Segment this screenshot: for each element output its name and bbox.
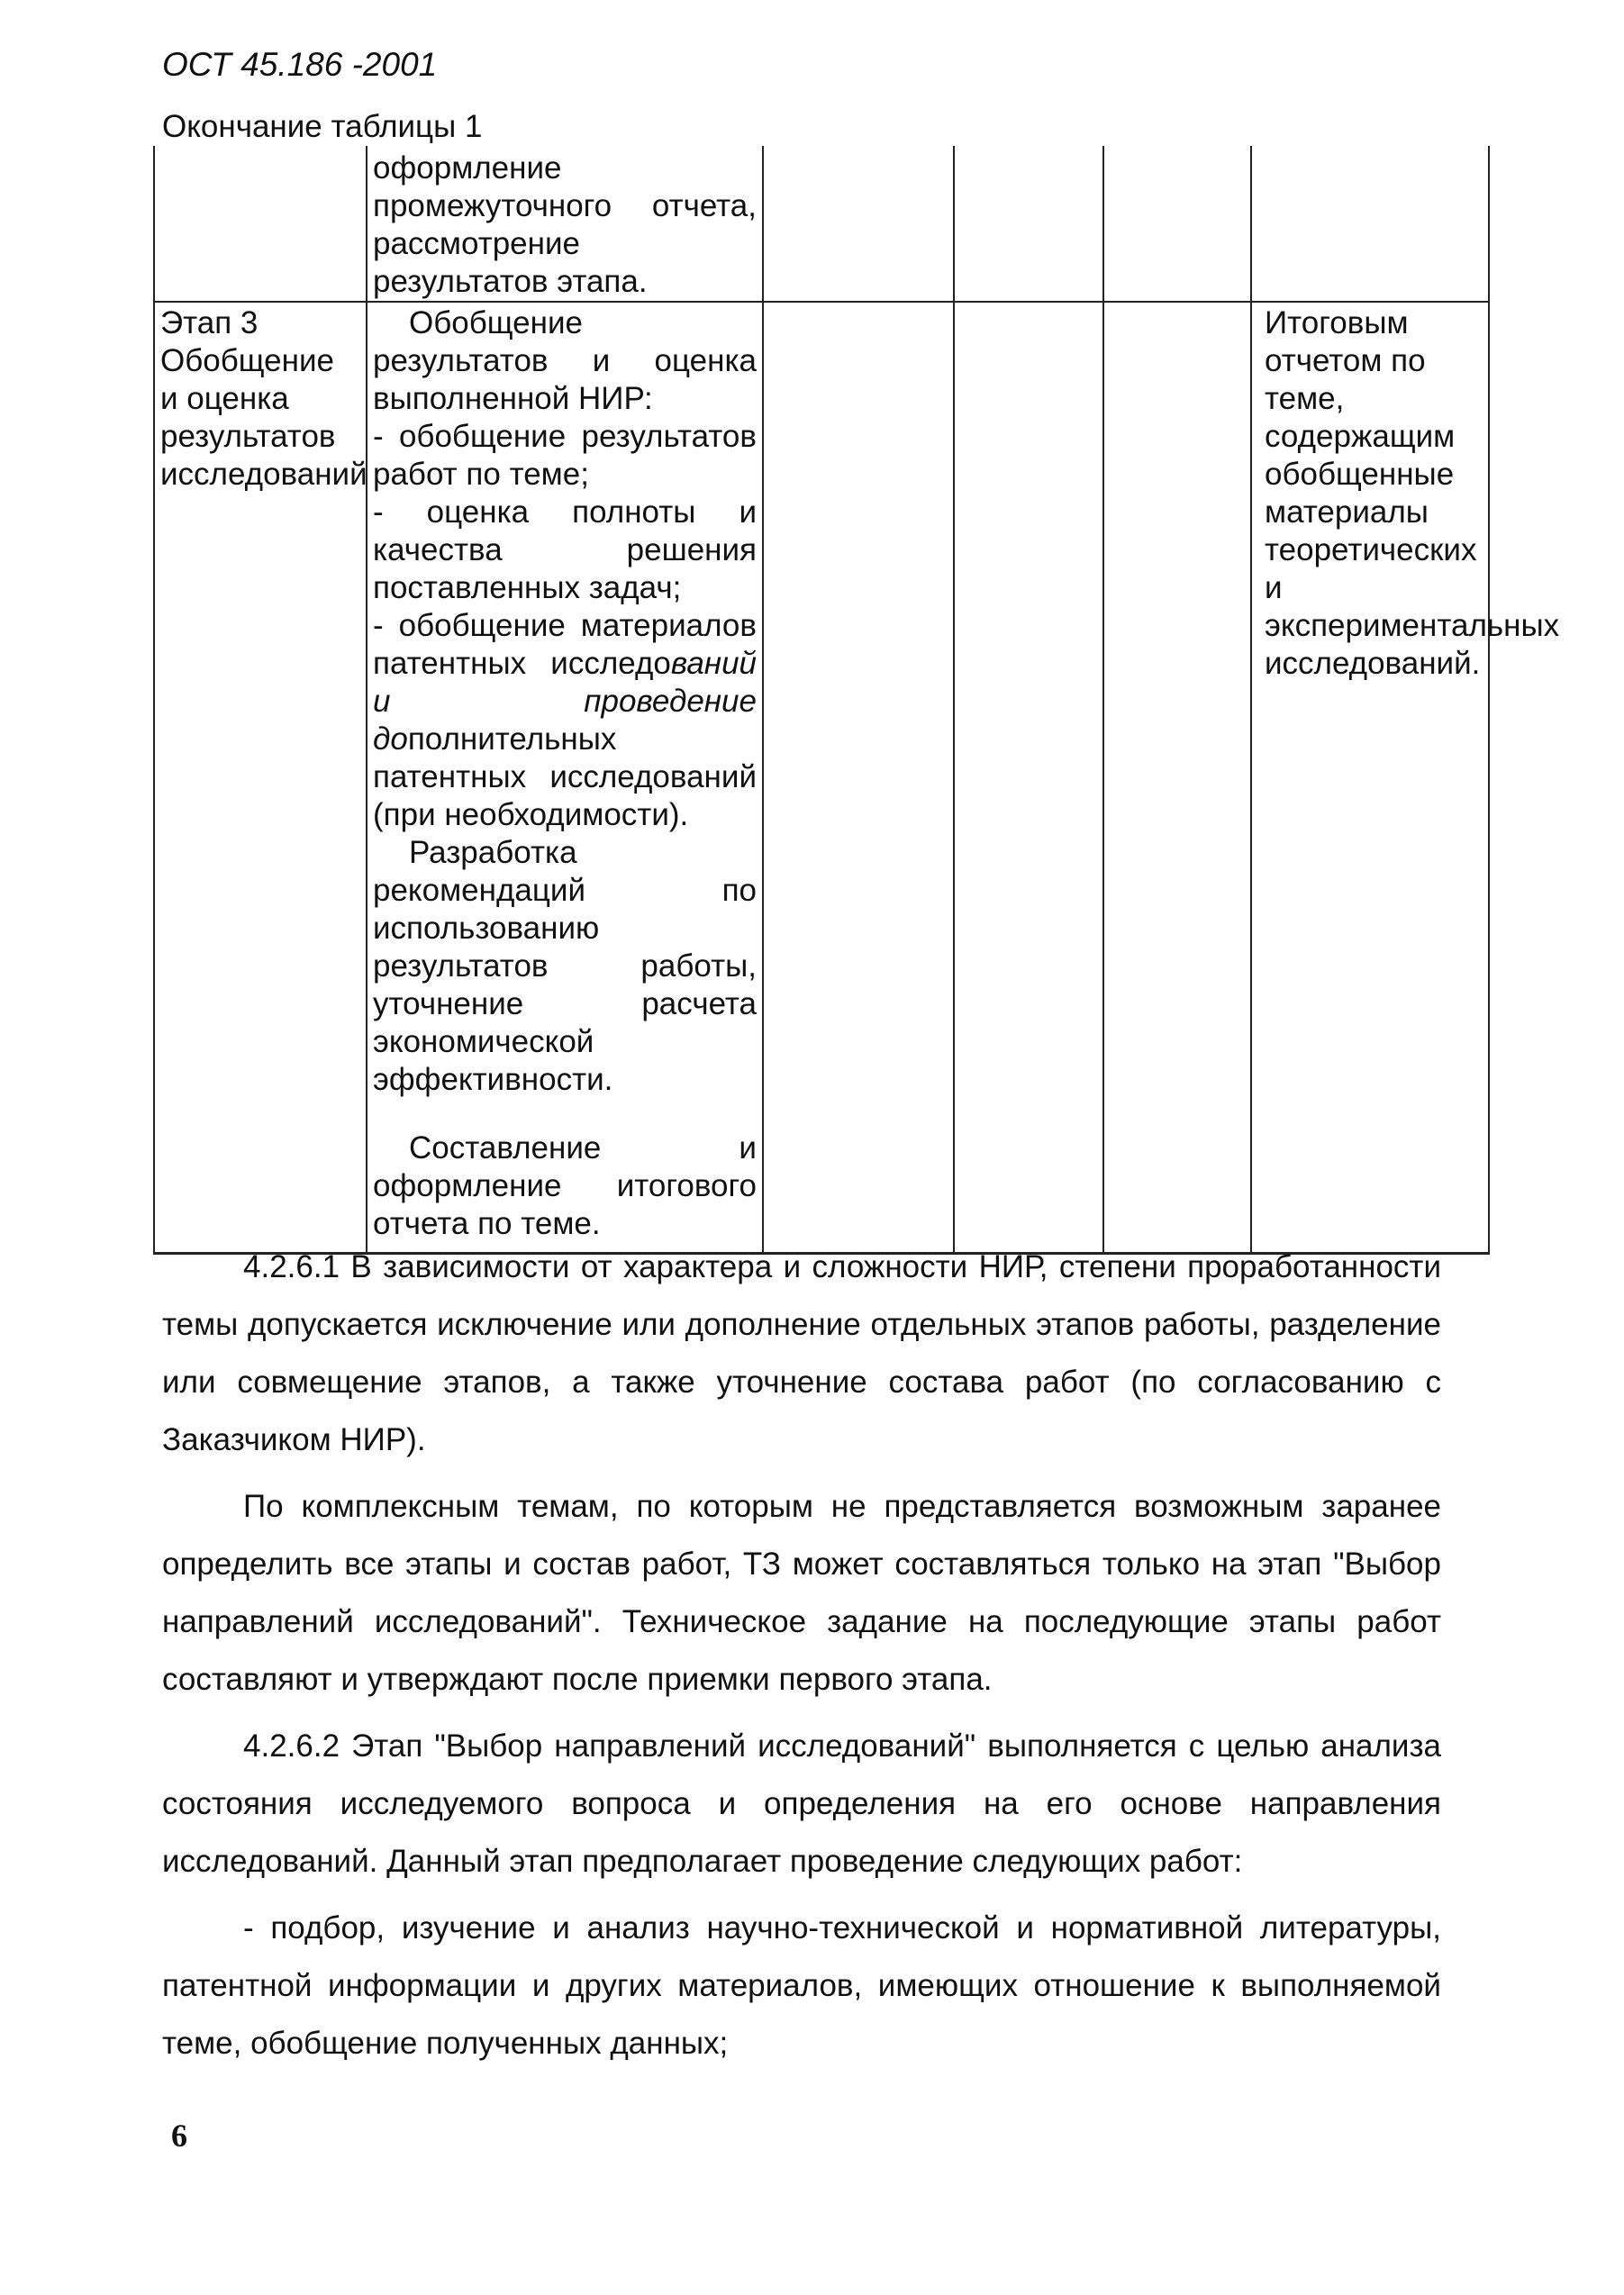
cell-empty-5b xyxy=(1103,302,1251,1254)
paragraph-list-item: - подбор, изучение и анализ научно-технической и нормативной литературы, патентной информации и других материалов, имеющих отношение к выполняемой теме, обобщение полученных данных; xyxy=(162,1910,1441,2061)
work-para-4-a: - обобщение материалов патентных исследо xyxy=(373,608,757,681)
table-caption: Окончание таблицы 1 xyxy=(162,109,483,144)
paragraph-4-2-6-1: 4.2.6.1 В зависимости от характера и сложности НИР, степени проработанности темы допускается исключение или дополнение отдельных этапов работы, разделение или совмещение этапов, а также уточнение состава работ (по согласованию с Заказчиком НИР). xyxy=(162,1249,1441,1457)
work-para-6: Составление и оформление итогового отчета по теме. xyxy=(373,1130,757,1241)
work-para-1: Обобщение результатов и оценка выполненной НИР: xyxy=(373,305,757,416)
work-para-5: Разработка рекомендаций по использованию результатов работы, уточнение расчета экономической эффективности. xyxy=(373,835,757,1097)
cell-stage-3 xyxy=(154,302,367,1254)
cell-work-continuation xyxy=(367,146,763,302)
cell-stage-empty xyxy=(154,146,367,302)
table-row-continuation xyxy=(154,146,1489,302)
paragraph-4-2-6-2: 4.2.6.2 Этап "Выбор направлений исследований" выполняется с целью анализа состояния исследуемого вопроса и определения на его основе направления исследований. Данный этап предполагает проведение следующих работ: xyxy=(162,1728,1441,1879)
document-code: ОСТ 45.186 -2001 xyxy=(162,46,438,83)
cell-empty-3b xyxy=(763,302,954,1254)
cell-empty-5 xyxy=(1103,146,1251,302)
cell-work-stage-3 xyxy=(367,302,763,1254)
work-para-3: - оценка полноты и качества решения поставленных задач; xyxy=(373,494,757,605)
table-row-stage-3 xyxy=(154,302,1489,1254)
stage-3-label: Этап 3 Обобщение и оценка результатов исследований xyxy=(160,305,367,492)
work-para-4 xyxy=(373,607,757,834)
cell-empty-3 xyxy=(763,146,954,302)
cell-empty-4 xyxy=(954,146,1103,302)
body-text xyxy=(162,1238,1441,2082)
work-para-2: - обобщение результатов работ по теме; xyxy=(373,419,757,492)
cell-empty-4b xyxy=(954,302,1103,1254)
paragraph-complex-topics: По комплексным темам, по которым не представляется возможным заранее определить все этапы и состав работ, ТЗ может составляться только на этап "Выбор направлений исследований". Техническое задание на последующие этапы работ составляют и утверждают после приемки первого этапа. xyxy=(162,1489,1441,1697)
cell-empty-6 xyxy=(1251,146,1489,302)
work-para-4-c: полнительных патентных исследований (при необходимости). xyxy=(373,721,757,832)
stages-table xyxy=(153,146,1560,1255)
work-para-4-b: ваний и проведение до xyxy=(373,646,757,757)
cell-result-stage-3 xyxy=(1251,302,1560,1254)
page-number: 6 xyxy=(171,2118,187,2154)
result-stage-3: Итоговым отчетом по теме, содержащим обобщенные материалы теоретических и экспериментальных исследований. xyxy=(1265,305,1560,681)
work-text-continuation: оформление промежуточного отчета, рассмотрение результатов этапа. xyxy=(373,150,757,299)
